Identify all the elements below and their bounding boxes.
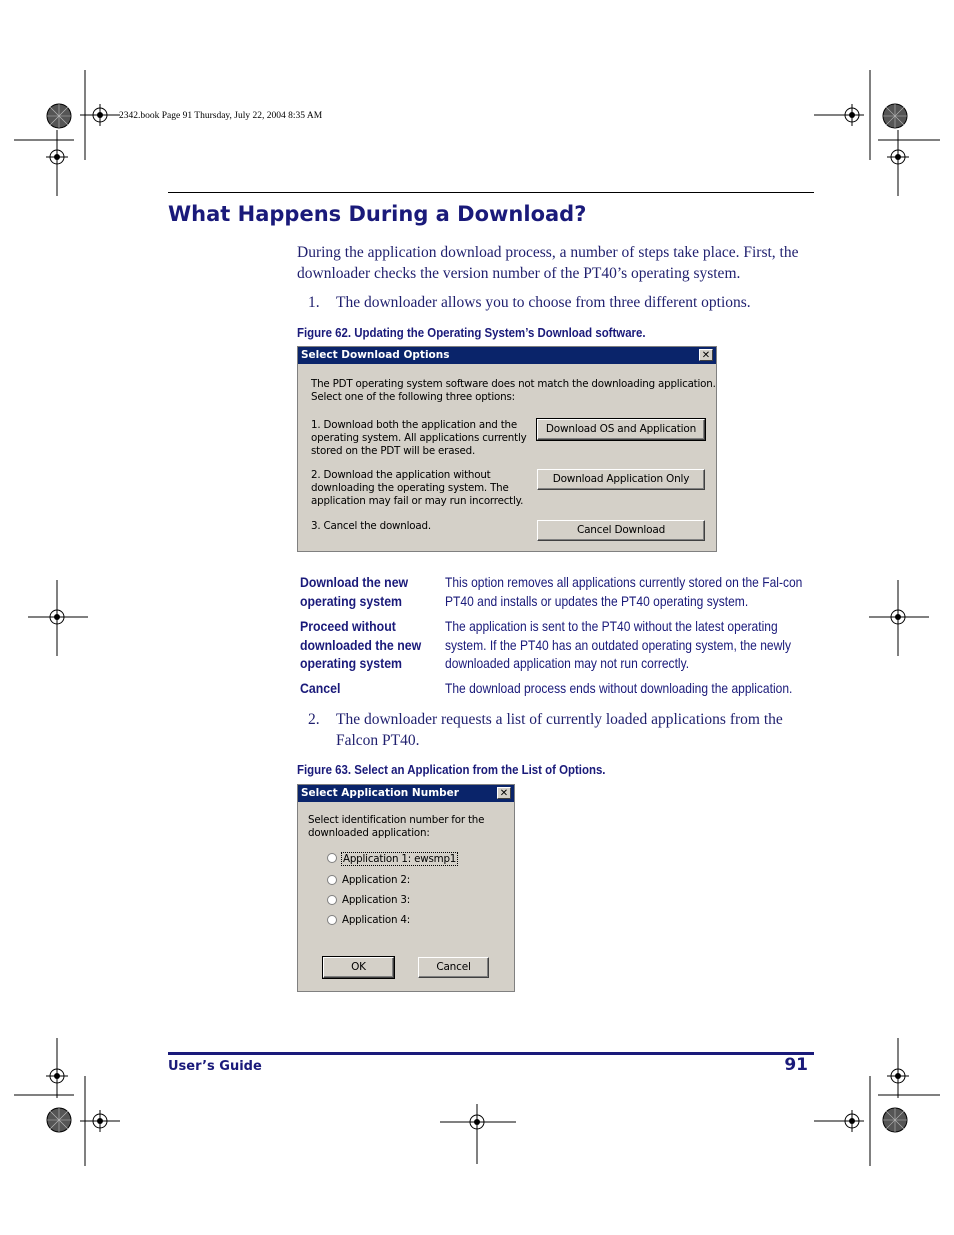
- close-icon[interactable]: ✕: [699, 349, 713, 361]
- application-2-radio[interactable]: [327, 875, 337, 885]
- definition-desc-proceed-without: The application is sent to the PT40 without the latest operating system. If the PT40 has an outdated operating system, the newly downloaded application may not run correctly.: [445, 618, 792, 671]
- option-2-line-1: 2. Download the application without: [311, 469, 491, 481]
- ok-button[interactable]: OK: [323, 957, 394, 978]
- registration-mark-top-right-cross: [814, 70, 874, 160]
- registration-mark-top-left-cross: [80, 70, 120, 160]
- step-text: The downloader allows you to choose from three different options.: [336, 294, 751, 311]
- registration-mark-bottom-left-dark: [45, 1106, 73, 1134]
- registration-mark-top-right-dark: [881, 102, 909, 130]
- select-download-options-dialog: [297, 346, 717, 552]
- application-4-radio[interactable]: [327, 915, 337, 925]
- dialog-title-bar: [298, 785, 514, 802]
- option-2-line-3: application may fail or may run incorrectly.: [311, 495, 524, 507]
- application-3-radio[interactable]: [327, 895, 337, 905]
- figure-63-caption: Figure 63. Select an Application from the List of Options.: [297, 762, 606, 777]
- registration-mark-right-upper: [878, 130, 940, 196]
- intro-paragraph: During the application download process, a number of steps take place. First, the downloader checks the version number of the PT40’s operating system.: [297, 244, 799, 282]
- prompt-line-2: downloaded application:: [308, 827, 430, 839]
- step-number: 1.: [308, 294, 320, 311]
- application-2-label[interactable]: Application 2:: [342, 874, 411, 886]
- select-application-number-dialog: [297, 784, 515, 992]
- download-os-and-application-button[interactable]: Download OS and Application: [537, 419, 705, 440]
- cancel-download-button[interactable]: Cancel Download: [537, 520, 705, 541]
- registration-mark-right-lower: [878, 1038, 940, 1098]
- application-3-label[interactable]: Application 3:: [342, 894, 411, 906]
- option-1-line-1: 1. Download both the application and the: [311, 419, 518, 431]
- print-header: 2342.book Page 91 Thursday, July 22, 2004 8:35 AM: [119, 111, 323, 121]
- figure-62-caption: Figure 62. Updating the Operating System’s Download software.: [297, 325, 646, 340]
- registration-mark-bottom-center: [440, 1104, 516, 1164]
- option-2-line-2: downloading the operating system. The: [311, 482, 509, 494]
- application-1-radio[interactable]: [327, 853, 337, 863]
- registration-mark-left-lower: [14, 1038, 74, 1098]
- definition-term-proceed-without: Proceed without downloaded the new operating system: [300, 618, 422, 671]
- download-application-only-button[interactable]: Download Application Only: [537, 469, 705, 490]
- definition-term-cancel: Cancel: [300, 680, 341, 696]
- top-rule: [168, 192, 814, 193]
- registration-mark-left-middle: [28, 580, 88, 656]
- dialog-title: Select Download Options: [301, 349, 450, 361]
- option-3-line-1: 3. Cancel the download.: [311, 520, 431, 532]
- prompt-line-1: Select identification number for the: [308, 814, 485, 826]
- registration-mark-bottom-left-cross: [80, 1076, 120, 1166]
- registration-mark-bottom-right-dark: [881, 1106, 909, 1134]
- dialog-title: Select Application Number: [301, 787, 459, 799]
- registration-mark-top-left-dark: [45, 102, 73, 130]
- registration-mark-right-middle: [869, 580, 929, 656]
- application-4-label[interactable]: Application 4:: [342, 914, 411, 926]
- cancel-button[interactable]: Cancel: [418, 957, 489, 978]
- application-1-label[interactable]: Application 1: ewsmp1: [343, 853, 457, 865]
- definition-term-download-new-os: Download the new operating system: [300, 574, 409, 609]
- option-1-line-2: operating system. All applications currently: [311, 432, 527, 444]
- dialog-intro-line-2: Select one of the following three options:: [311, 391, 515, 403]
- step-text: The downloader requests a list of currently loaded applications from the Falcon PT40.: [336, 711, 783, 749]
- definition-desc-cancel: The download process ends without downloading the application.: [445, 680, 793, 696]
- registration-mark-left-upper: [14, 130, 74, 196]
- step-number: 2.: [308, 711, 320, 728]
- registration-mark-bottom-right-cross: [814, 1076, 874, 1166]
- dialog-title-bar: [298, 347, 716, 364]
- footer-rule: [168, 1052, 814, 1055]
- option-1-line-3: stored on the PDT will be erased.: [311, 445, 476, 457]
- page-number: 91: [784, 1055, 808, 1075]
- definition-desc-download-new-os: This option removes all applications currently stored on the Fal-con PT40 and installs or updates the PT40 operating system.: [445, 574, 803, 609]
- section-title: What Happens During a Download?: [168, 202, 587, 226]
- footer-guide-label: User’s Guide: [168, 1059, 262, 1074]
- close-icon[interactable]: ✕: [497, 787, 511, 799]
- dialog-intro-line-1: The PDT operating system software does not match the downloading application.: [311, 378, 716, 390]
